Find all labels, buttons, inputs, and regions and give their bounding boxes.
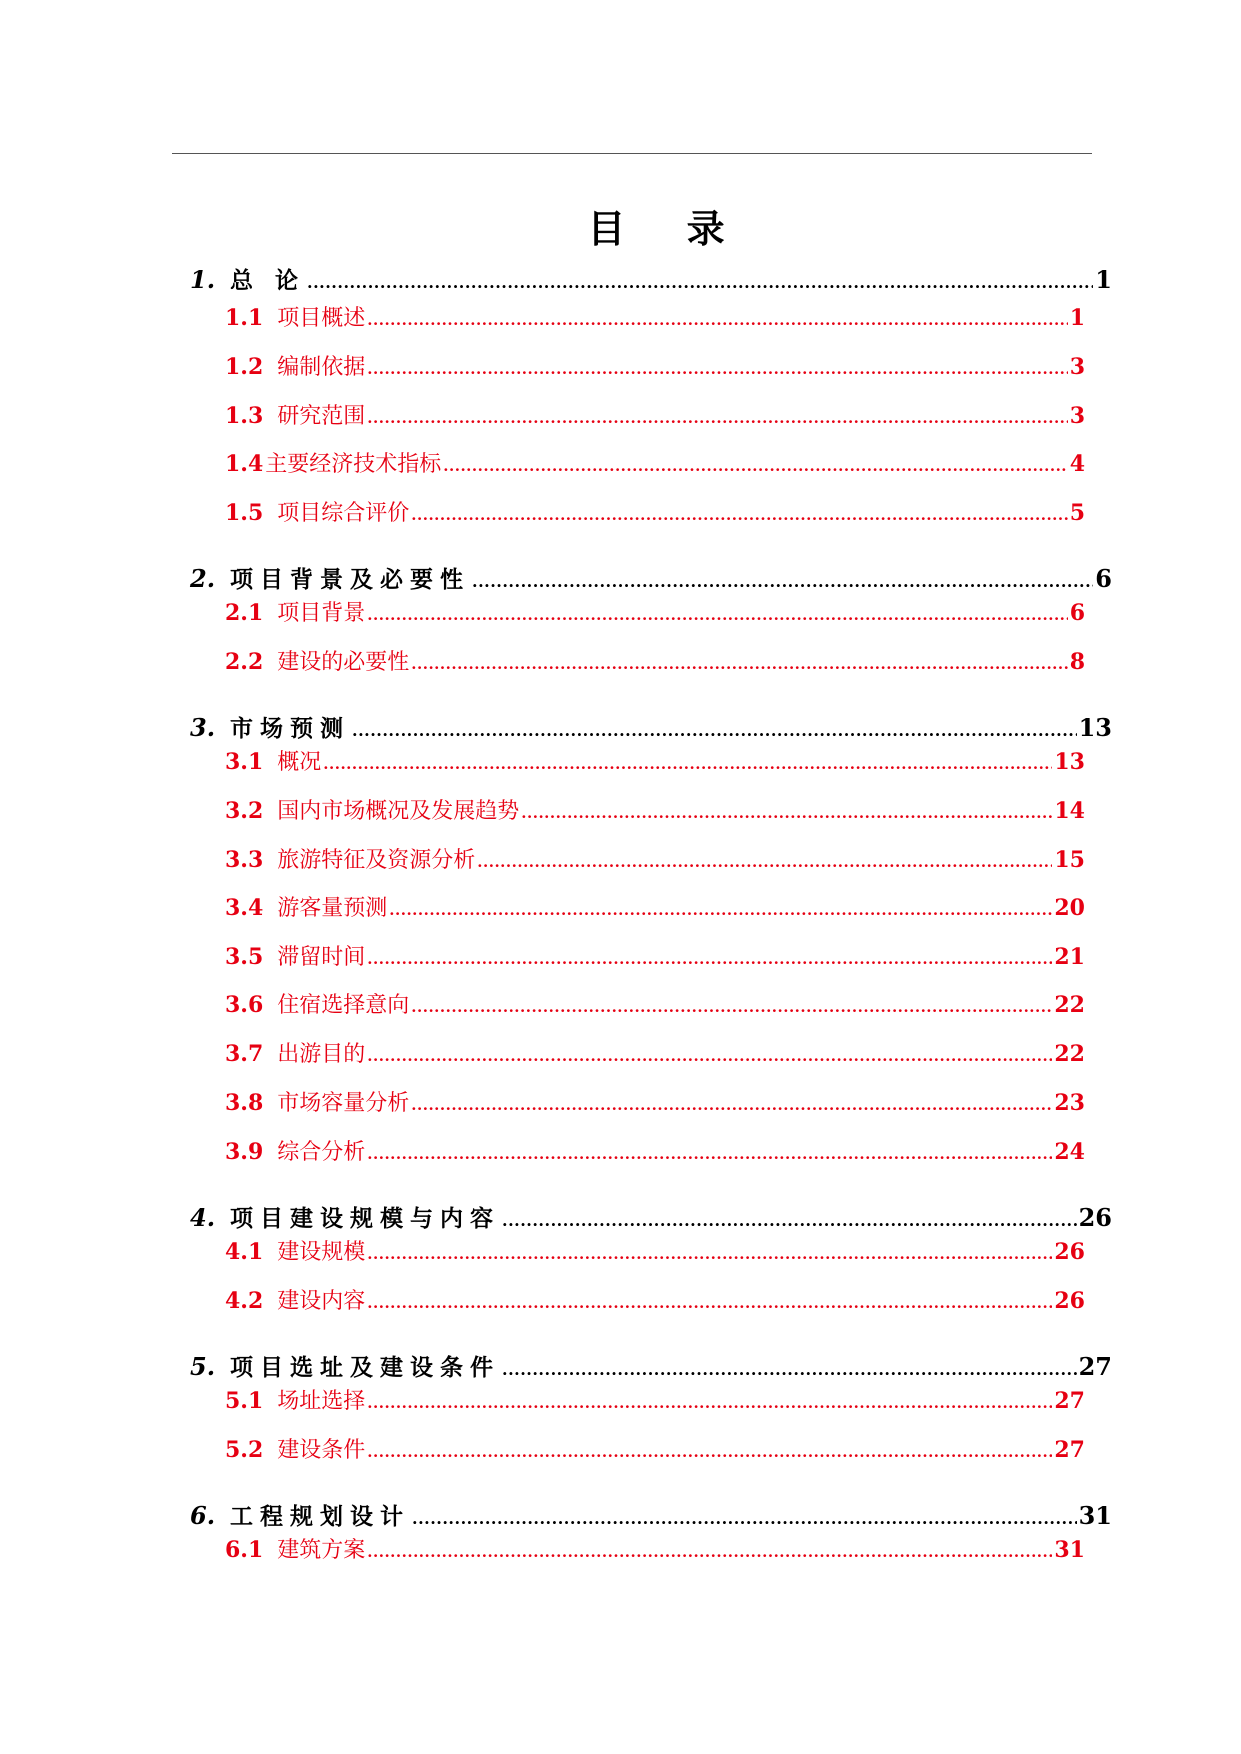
toc-entry-number: 1.3 bbox=[225, 403, 264, 429]
toc-dot-leader bbox=[502, 1211, 1077, 1230]
toc-dot-leader bbox=[352, 721, 1077, 740]
toc-dot-leader bbox=[367, 1047, 1052, 1065]
toc-entry-page-number: 1 bbox=[1095, 265, 1112, 294]
toc-entry-label: 场址选择 bbox=[277, 1389, 366, 1414]
toc-entry-page-number: 21 bbox=[1054, 944, 1085, 970]
toc-dot-leader bbox=[411, 655, 1067, 673]
toc-section-entry[interactable] bbox=[225, 301, 1085, 332]
toc-section-entry[interactable] bbox=[225, 1037, 1085, 1068]
toc-entry-label: 项目选址及建设条件 bbox=[230, 1355, 500, 1381]
toc-entry-page-number: 5 bbox=[1069, 500, 1085, 526]
toc-entry-page-number: 26 bbox=[1054, 1239, 1085, 1265]
toc-entry-page-number: 22 bbox=[1054, 1041, 1085, 1067]
toc-entry-number: 3. bbox=[190, 713, 216, 742]
toc-section-entry[interactable] bbox=[225, 1433, 1085, 1464]
toc-entry-page-number: 8 bbox=[1069, 649, 1085, 675]
toc-dot-leader bbox=[521, 804, 1052, 822]
toc-section-entry[interactable] bbox=[225, 794, 1085, 825]
toc-chapter-entry[interactable] bbox=[190, 262, 1112, 295]
toc-section-entry[interactable] bbox=[225, 988, 1085, 1019]
toc-section-entry[interactable] bbox=[225, 1384, 1085, 1415]
toc-entry-page-number: 20 bbox=[1054, 895, 1085, 921]
toc-dot-leader bbox=[367, 1245, 1052, 1263]
toc-entry-number: 3.7 bbox=[225, 1041, 264, 1067]
toc-entry-page-number: 27 bbox=[1054, 1388, 1085, 1414]
toc-chapter-entry[interactable] bbox=[190, 710, 1112, 743]
toc-entry-number: 3.5 bbox=[225, 944, 264, 970]
toc-entry-label: 旅游特征及资源分析 bbox=[277, 848, 476, 873]
toc-entry-page-number: 6 bbox=[1069, 600, 1085, 626]
toc-entry-number: 3.9 bbox=[225, 1139, 264, 1165]
toc-entry-number: 6. bbox=[190, 1501, 216, 1530]
toc-entry-number: 3.1 bbox=[225, 749, 264, 775]
toc-entry-page-number: 1 bbox=[1069, 305, 1085, 331]
toc-entry-page-number: 6 bbox=[1095, 564, 1112, 593]
toc-entry-label: 综合分析 bbox=[277, 1140, 366, 1165]
toc-chapter-entry[interactable] bbox=[190, 1349, 1112, 1382]
toc-entry-number: 1. bbox=[190, 265, 216, 294]
toc-dot-leader bbox=[502, 1360, 1077, 1379]
toc-entry-label: 建设内容 bbox=[277, 1289, 366, 1314]
toc-section-entry[interactable] bbox=[225, 399, 1085, 430]
toc-entry-label: 国内市场概况及发展趋势 bbox=[277, 799, 520, 824]
toc-dot-leader bbox=[443, 457, 1067, 475]
toc-dot-leader bbox=[367, 1145, 1052, 1163]
toc-section-entry[interactable] bbox=[225, 1235, 1085, 1266]
toc-dot-leader bbox=[411, 506, 1067, 524]
toc-entry-number: 3.4 bbox=[225, 895, 264, 921]
toc-entry-label: 项目综合评价 bbox=[277, 501, 410, 526]
toc-entry-label: 研究范围 bbox=[277, 404, 366, 429]
toc-entry-label: 项目背景 bbox=[277, 601, 366, 626]
toc-entry-label: 主要经济技术指标 bbox=[265, 452, 442, 477]
toc-entry-page-number: 22 bbox=[1054, 992, 1085, 1018]
toc-section-entry[interactable] bbox=[225, 447, 1085, 478]
toc-entry-label: 游客量预测 bbox=[277, 896, 388, 921]
toc-entry-number: 6.1 bbox=[225, 1537, 264, 1563]
toc-entry-number: 3.2 bbox=[225, 798, 264, 824]
toc-entry-label: 概况 bbox=[277, 750, 322, 775]
toc-entry-number: 2.2 bbox=[225, 649, 264, 675]
toc-entry-number: 1.4 bbox=[225, 451, 264, 477]
toc-dot-leader bbox=[472, 572, 1093, 591]
toc-entry-label: 项目概述 bbox=[277, 306, 366, 331]
toc-entry-number: 4.1 bbox=[225, 1239, 264, 1265]
toc-section-entry[interactable] bbox=[225, 496, 1085, 527]
toc-entry-number: 4. bbox=[190, 1203, 216, 1232]
toc-entry-label: 工程规划设计 bbox=[230, 1504, 410, 1530]
toc-entry-page-number: 31 bbox=[1054, 1537, 1085, 1563]
toc-entry-label: 出游目的 bbox=[277, 1042, 366, 1067]
toc-entry-page-number: 3 bbox=[1069, 403, 1085, 429]
toc-section-entry[interactable] bbox=[225, 940, 1085, 971]
toc-section-entry[interactable] bbox=[225, 350, 1085, 381]
toc-entry-page-number: 4 bbox=[1069, 451, 1085, 477]
toc-entry-label: 滞留时间 bbox=[277, 945, 366, 970]
toc-entry-page-number: 27 bbox=[1054, 1437, 1085, 1463]
toc-section-entry[interactable] bbox=[225, 645, 1085, 676]
toc-section-entry[interactable] bbox=[225, 1135, 1085, 1166]
toc-title: 目 录 bbox=[587, 207, 749, 251]
toc-entry-number: 1.1 bbox=[225, 305, 264, 331]
toc-section-entry[interactable] bbox=[225, 891, 1085, 922]
toc-dot-leader bbox=[307, 273, 1093, 292]
toc-section-entry[interactable] bbox=[225, 1533, 1085, 1564]
toc-dot-leader bbox=[412, 1509, 1077, 1528]
toc-entry-label: 总 论 bbox=[230, 268, 306, 294]
toc-dot-leader bbox=[367, 1394, 1052, 1412]
toc-dot-leader bbox=[367, 360, 1067, 378]
toc-section-entry[interactable] bbox=[225, 1086, 1085, 1117]
toc-entry-page-number: 14 bbox=[1054, 798, 1085, 824]
toc-dot-leader bbox=[367, 1294, 1052, 1312]
toc-entry-page-number: 3 bbox=[1069, 354, 1085, 380]
toc-entry-page-number: 13 bbox=[1078, 713, 1112, 742]
toc-entry-page-number: 26 bbox=[1078, 1203, 1112, 1232]
toc-entry-page-number: 13 bbox=[1054, 749, 1085, 775]
toc-entry-number: 3.3 bbox=[225, 847, 264, 873]
toc-entry-page-number: 15 bbox=[1054, 847, 1085, 873]
toc-dot-leader bbox=[411, 1096, 1052, 1114]
toc-section-entry[interactable] bbox=[225, 843, 1085, 874]
toc-entry-label: 建设的必要性 bbox=[277, 650, 410, 675]
toc-dot-leader bbox=[411, 998, 1052, 1016]
toc-chapter-entry[interactable] bbox=[190, 1498, 1112, 1531]
toc-entry-page-number: 27 bbox=[1078, 1352, 1112, 1381]
toc-entry-number: 1.5 bbox=[225, 500, 264, 526]
toc-section-entry[interactable] bbox=[225, 1284, 1085, 1315]
toc-entry-number: 4.2 bbox=[225, 1288, 264, 1314]
toc-entry-page-number: 26 bbox=[1054, 1288, 1085, 1314]
toc-chapter-entry[interactable] bbox=[190, 1200, 1112, 1233]
toc-entry-label: 项目背景及必要性 bbox=[230, 567, 470, 593]
toc-dot-leader bbox=[323, 755, 1052, 773]
toc-entry-number: 3.6 bbox=[225, 992, 264, 1018]
toc-entry-label: 建设条件 bbox=[277, 1438, 366, 1463]
toc-entry-page-number: 23 bbox=[1054, 1090, 1085, 1116]
toc-entry-label: 市场预测 bbox=[230, 716, 350, 742]
toc-entry-number: 1.2 bbox=[225, 354, 264, 380]
toc-entry-number: 2. bbox=[190, 564, 216, 593]
toc-entry-number: 5.2 bbox=[225, 1437, 264, 1463]
toc-entry-label: 建设规模 bbox=[277, 1240, 366, 1265]
toc-entry-number: 5. bbox=[190, 1352, 216, 1381]
toc-entry-number: 2.1 bbox=[225, 600, 264, 626]
toc-entry-label: 编制依据 bbox=[277, 355, 366, 380]
toc-dot-leader bbox=[367, 311, 1067, 329]
toc-entry-label: 项目建设规模与内容 bbox=[230, 1206, 500, 1232]
toc-section-entry[interactable] bbox=[225, 745, 1085, 776]
toc-entry-label: 住宿选择意向 bbox=[277, 993, 410, 1018]
toc-entry-page-number: 31 bbox=[1078, 1501, 1112, 1530]
toc-dot-leader bbox=[367, 950, 1052, 968]
toc-dot-leader bbox=[389, 901, 1052, 919]
toc-entry-number: 3.8 bbox=[225, 1090, 264, 1116]
toc-entry-page-number: 24 bbox=[1054, 1139, 1085, 1165]
toc-entry-label: 市场容量分析 bbox=[277, 1091, 410, 1116]
toc-section-entry[interactable] bbox=[225, 596, 1085, 627]
toc-dot-leader bbox=[367, 409, 1067, 427]
toc-dot-leader bbox=[367, 1543, 1052, 1561]
toc-dot-leader bbox=[477, 853, 1052, 871]
toc-entry-number: 5.1 bbox=[225, 1388, 264, 1414]
toc-entry-label: 建筑方案 bbox=[277, 1538, 366, 1563]
toc-dot-leader bbox=[367, 1443, 1052, 1461]
toc-dot-leader bbox=[367, 606, 1067, 624]
toc-chapter-entry[interactable] bbox=[190, 561, 1112, 594]
